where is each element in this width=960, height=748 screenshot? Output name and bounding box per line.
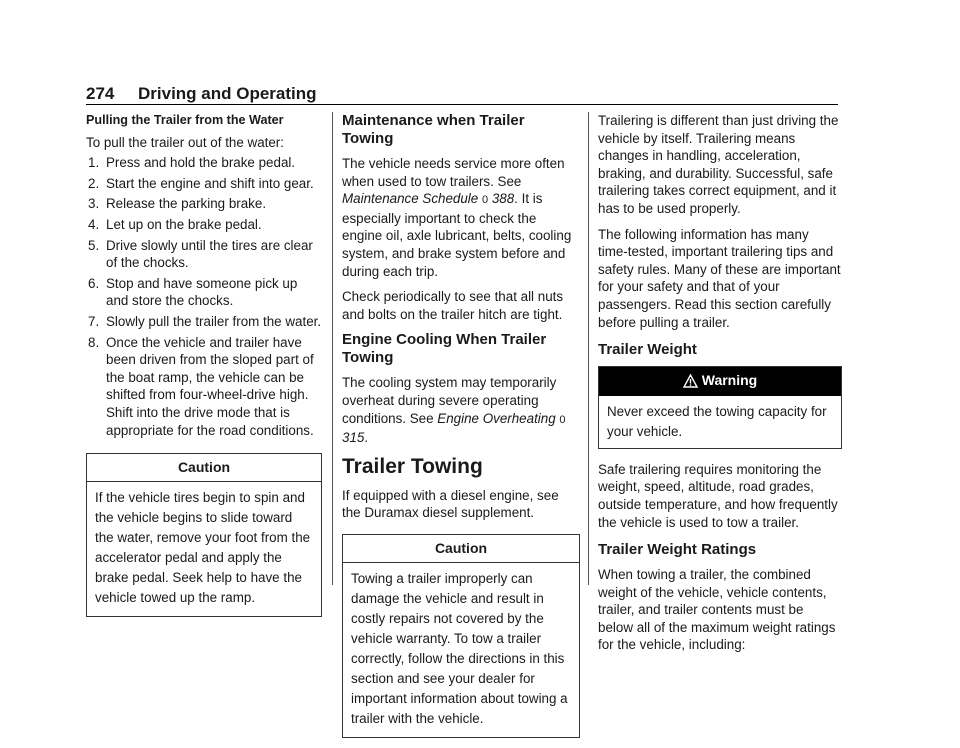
- caution-body: If the vehicle tires begin to spin and the vehicle begins to slide toward the water, remove your foot from the accelerator pedal and apply the brake pedal. Seek help to have the vehicle towed up the ramp.: [95, 489, 311, 605]
- column-1: [86, 112, 322, 627]
- column-2: [342, 112, 580, 748]
- warning-box: [598, 366, 842, 449]
- towing-text: If equipped with a diesel engine, see the Duramax diesel supplement.: [342, 487, 559, 521]
- list-item: 6. Stop and have someone pick up and store the chocks.: [88, 275, 298, 309]
- weight-ratings-text: When towing a trailer, the combined weight of the vehicle, vehicle contents, trailer, and trailer contents must be below all of the maximum weight ratings for the vehicle, including:: [598, 567, 836, 653]
- heading-trailer-towing: Trailer Towing: [342, 454, 483, 478]
- page-ref[interactable]: 315: [342, 430, 365, 446]
- trailering-info: The following information has many time-tested, important trailering tips and safety rules. Many of these are important for your safety and that of your passengers. Read this section carefully before pulling a trailer.: [598, 226, 841, 330]
- maintenance-text: The vehicle needs service more often when used to tow trailers. See Maintenance Schedule 0 388. It is especially important to check the engine oil, axle lubricant, belts, cooling system, and brake system before and during each trip.: [342, 156, 572, 279]
- steps-list: [86, 154, 322, 439]
- warning-title: Warning: [701, 372, 758, 389]
- list-item: 2. Start the engine and shift into gear.: [88, 175, 314, 191]
- column-divider: [332, 112, 333, 585]
- caution-title: Caution: [87, 454, 321, 482]
- section-title: Driving and Operating: [138, 84, 317, 103]
- column-divider: [588, 112, 589, 585]
- list-item: 3. Release the parking brake.: [88, 196, 267, 212]
- caution-title: Caution: [343, 535, 579, 563]
- warning-header: [599, 367, 841, 396]
- heading-engine-cooling: Engine Cooling When Trailer Towing: [342, 331, 547, 367]
- list-item: 8. Once the vehicle and trailer have been driven from the sloped part of the boat ramp, the vehicle can be shifted from four-wheel-drive high. Shift into the drive mode that is appropriate for the road conditions.: [88, 334, 314, 438]
- list-item: 5. Drive slowly until the tires are clear of the chocks.: [88, 237, 313, 271]
- list-item: 4. Let up on the brake pedal.: [88, 216, 262, 232]
- caution-box-water: [86, 453, 322, 617]
- maintenance-text-2: Check periodically to see that all nuts and bolts on the trailer hitch are tight.: [342, 289, 564, 322]
- list-item: 1. Press and hold the brake pedal.: [88, 155, 296, 171]
- page-number: 274: [86, 84, 115, 103]
- trailering-intro: Trailering is different than just driving the vehicle by itself. Trailering means changes in handling, acceleration, braking, and durability. Successful, safe trailering takes correct equipment, and it has to be used properly.: [598, 113, 839, 216]
- ref-arrow-icon: 0: [481, 194, 489, 207]
- cooling-text: The cooling system may temporarily overheat during severe operating conditions. See Engine Overheating 0 315.: [342, 375, 566, 446]
- warning-body: Never exceed the towing capacity for your vehicle.: [607, 403, 827, 439]
- caution-body: Towing a trailer improperly can damage the vehicle and result in costly repairs not covered by the vehicle warranty. To tow a trailer correctly, follow the directions in this section and see your dealer for important information about towing a trailer with the vehicle.: [351, 570, 568, 726]
- list-item: 7. Slowly pull the trailer from the water.: [88, 313, 322, 329]
- intro-text: To pull the trailer out of the water:: [86, 134, 284, 150]
- heading-maintenance: Maintenance when Trailer Towing: [342, 112, 525, 147]
- xref-maintenance-schedule[interactable]: Maintenance Schedule: [342, 191, 479, 207]
- weight-monitoring-text: Safe trailering requires monitoring the weight, speed, altitude, road grades, outside temperature, and how frequently the vehicle is used to tow a trailer.: [598, 461, 838, 530]
- column-3: [598, 112, 842, 662]
- xref-engine-overheating[interactable]: Engine Overheating: [437, 410, 556, 426]
- page-ref[interactable]: 388: [491, 191, 515, 207]
- heading-trailer-weight: Trailer Weight: [598, 341, 697, 359]
- page-header: [86, 82, 838, 105]
- ref-arrow-icon: 0: [559, 413, 566, 426]
- subhead-pulling-trailer: Pulling the Trailer from the Water: [86, 113, 284, 127]
- caution-box-towing: [342, 534, 580, 738]
- heading-weight-ratings: Trailer Weight Ratings: [598, 541, 757, 559]
- warning-triangle-icon: [683, 374, 698, 388]
